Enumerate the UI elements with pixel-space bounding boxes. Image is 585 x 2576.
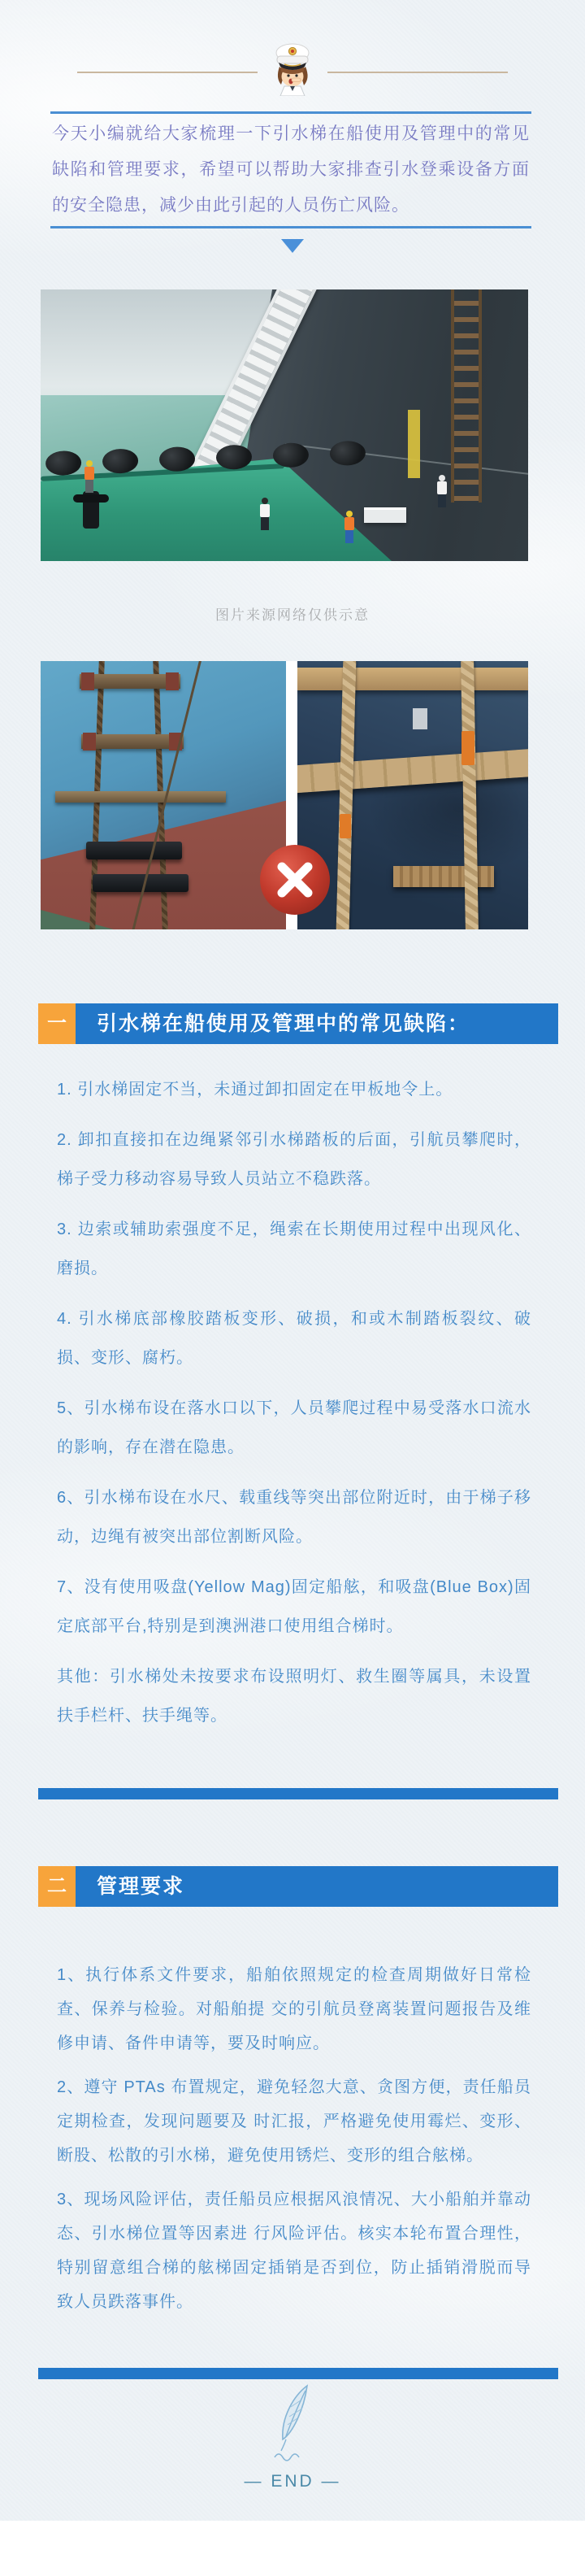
header-rule-right [327, 72, 508, 73]
list-item: 2、遵守 PTAs 布置规定，避免轻忽大意、贪图方便，责任船员定期检查，发现问题要及 时汇报，严格避免使用霉烂、变形、断股、松散的引水梯，避免使用锈烂、变形的组合舷梯。 [57, 2078, 531, 2165]
down-triangle-icon [281, 239, 304, 253]
list-item: 1、执行体系文件要求，船舶依照规定的检查周期做好日常检查、保养与检验。对船舶提 交的引航员登离装置问题报告及维修申请、备件申请等，要及时响应。 [57, 1966, 531, 2052]
end-label: — END — [244, 2472, 341, 2491]
rope-ladder-left [80, 661, 185, 929]
header-rule-left [77, 72, 258, 73]
list-item: 7、没有使用吸盘(Yellow Mag)固定船舷，和吸盘(Blue Box)固定底部平台,特别是到澳洲港口使用组合梯时。 [57, 1578, 531, 1635]
list-item: 4. 引水梯底部橡胶踏板变形、破损，和或木制踏板裂纹、破损、变形、腐朽。 [57, 1310, 531, 1367]
captain-avatar-icon [268, 41, 317, 96]
section-header-management [38, 1866, 558, 1907]
list-item: 6、引水梯布设在水尺、载重线等突出部位附近时，由于梯子移动，边绳有被突出部位割断风险。 [57, 1489, 531, 1546]
list-item: 3. 边索或辅助索强度不足，绳索在长期使用过程中出现风化、磨损。 [57, 1221, 531, 1277]
wooden-spreader [297, 748, 528, 794]
section-title: 管理要求 [76, 1866, 558, 1907]
gangway-platform [364, 507, 406, 523]
photo-pilot-boarding[interactable] [41, 289, 528, 561]
climbing-person [436, 475, 448, 507]
photo-caption: 图片来源网络仅供示意 [215, 607, 370, 623]
wooden-step-top [297, 668, 528, 690]
orange-mark-2 [340, 814, 351, 838]
section-divider [38, 1788, 558, 1799]
white-tag [413, 708, 427, 729]
list-item: 其他：引水梯处未按要求布设照明灯、救生圈等属具，未设置扶手栏杆、扶手绳等。 [57, 1668, 531, 1725]
management-list [57, 1958, 531, 2329]
deck-worker-1 [83, 460, 96, 493]
bollard-crossbar [73, 494, 109, 503]
section-index-badge: 二 [38, 1866, 76, 1907]
section-title: 引水梯在船使用及管理中的常见缺陷： [76, 1003, 558, 1044]
x-mark-icon [258, 843, 332, 916]
defect-list [57, 1070, 531, 1747]
footer-divider [38, 2368, 558, 2379]
pilot-ladder [451, 289, 482, 503]
yellow-marking [408, 410, 420, 478]
manila-rope-left [336, 661, 357, 929]
list-item: 2. 卸扣直接扣在边绳紧邻引水梯踏板的后面，引航员攀爬时，梯子受力移动容易导致人员站立不稳跌落。 [57, 1131, 531, 1188]
intro-block [50, 111, 531, 228]
feather-icon [262, 2382, 323, 2469]
section-header-defects [38, 1003, 558, 1044]
orange-mark-1 [462, 731, 474, 765]
defect-photo-right [297, 661, 528, 929]
intro-text: 今天小编就给大家梳理一下引水梯在船使用及管理中的常见缺陷和管理要求，希望可以帮助大家排查引水登乘设备方面的安全隐患，减少由此引起的人员伤亡风险。 [52, 124, 530, 215]
deck-worker-2 [343, 511, 356, 543]
list-item: 5、引水梯布设在落水口以下，人员攀爬过程中易受落水口流水的影响，存在潜在隐患。 [57, 1399, 531, 1456]
manila-rope-right [461, 661, 479, 929]
deck-officer [258, 498, 271, 530]
bottom-margin [0, 2521, 585, 2576]
wooden-step-bottom [393, 866, 494, 887]
list-item: 1. 引水梯固定不当，未通过卸扣固定在甲板地令上。 [57, 1081, 453, 1099]
list-item: 3、现场风险评估，责任船员应根据风浪情况、大小船舶并靠动态、引水梯位置等因素进 行风险评估。核实本轮布置合理性，特别留意组合梯的舷梯固定插销是否到位，防止插销滑脱而导致人员跌落事件。 [57, 2191, 531, 2311]
section-index-badge: 一 [38, 1003, 76, 1044]
defect-photo-left [41, 661, 286, 929]
photo-defective-ladders[interactable] [41, 661, 528, 929]
